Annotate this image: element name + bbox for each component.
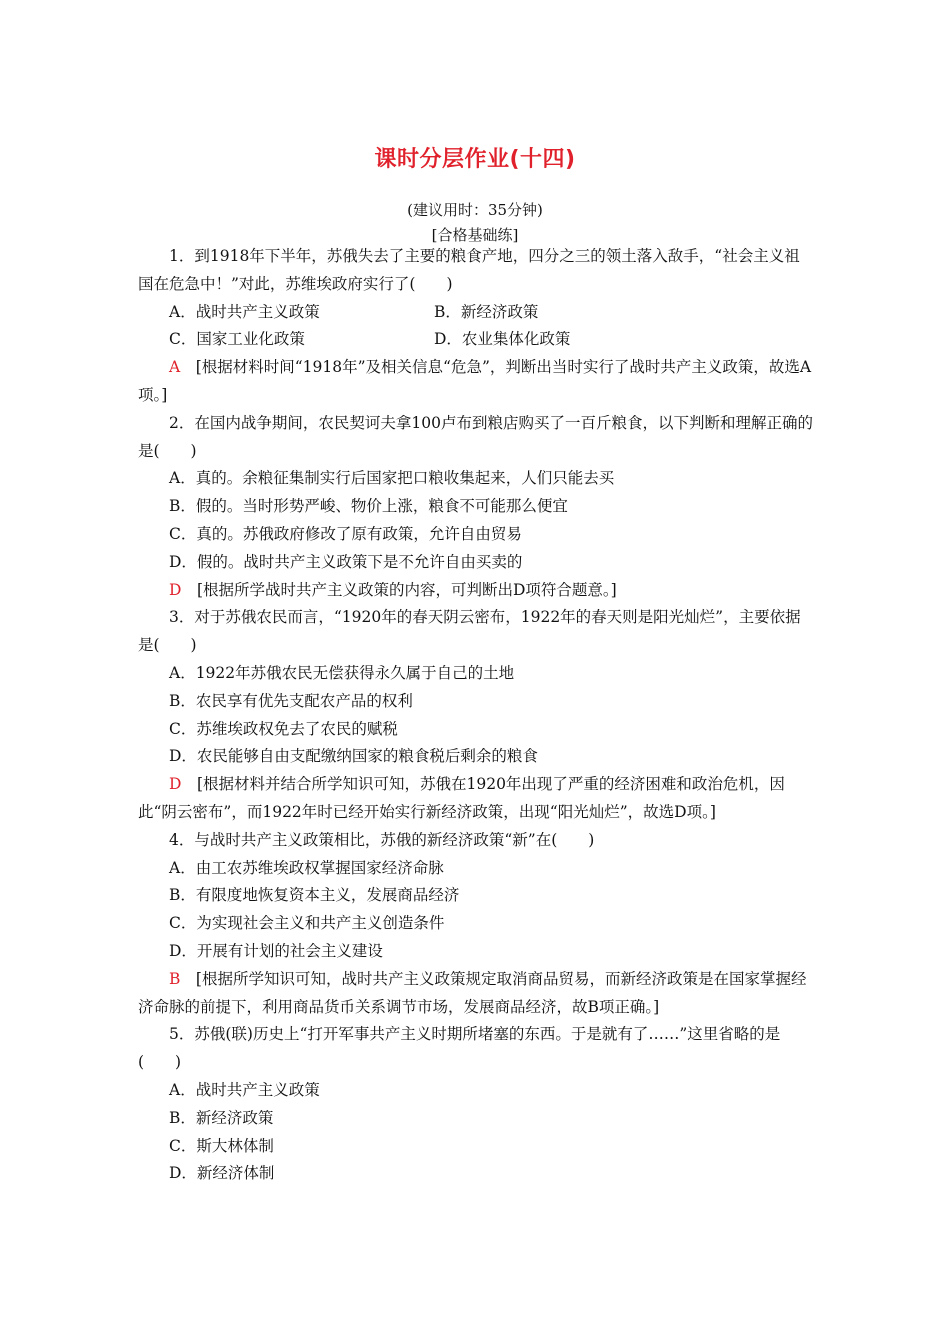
explanation-text: [根据材料并结合所学知识可知，苏俄在1920年出现了严重的经济困难和政治危机，因此“阴云密布”，而1922年时已经开始实行新经济政策，出现“阳光灿烂”，故选D项。] bbox=[138, 775, 785, 821]
question-2 bbox=[138, 410, 814, 605]
question-1 bbox=[138, 243, 814, 410]
option-c: C．为实现社会主义和共产主义创造条件 bbox=[169, 914, 445, 933]
question-list bbox=[138, 243, 814, 1188]
page-title: 课时分层作业(十四) bbox=[374, 147, 576, 172]
question-stem: 3．对于苏俄农民而言，“1920年的春天阴云密布，1922年的春天则是阳光灿烂”，主要依据是( ) bbox=[138, 608, 801, 655]
answer-letter: B bbox=[169, 969, 181, 988]
option-c: C．苏维埃政权免去了农民的赋税 bbox=[169, 719, 398, 738]
option-d: D．新经济体制 bbox=[169, 1164, 275, 1183]
question-3 bbox=[138, 604, 814, 826]
question-4 bbox=[138, 827, 814, 1022]
answer-letter: D bbox=[169, 580, 182, 599]
option-b: B．假的。当时形势严峻、物价上涨，粮食不可能那么便宜 bbox=[169, 497, 568, 516]
option-b: B．新经济政策 bbox=[434, 302, 539, 321]
answer-letter: A bbox=[169, 358, 181, 377]
option-d: D．假的。战时共产主义政策下是不允许自由买卖的 bbox=[169, 552, 523, 571]
option-a: A．战时共产主义政策 bbox=[169, 1080, 320, 1099]
section-heading: [合格基础练] bbox=[431, 226, 519, 244]
option-d: D．开展有计划的社会主义建设 bbox=[169, 941, 383, 960]
answer-explanation bbox=[138, 771, 814, 827]
option-b: B．有限度地恢复资本主义，发展商品经济 bbox=[169, 886, 460, 905]
answer-letter: D bbox=[169, 775, 182, 794]
option-c: C．斯大林体制 bbox=[169, 1136, 274, 1155]
question-stem: 1．到1918年下半年，苏俄失去了主要的粮食产地，四分之三的领土落入敌手，“社会主义祖国在危急中！”对此，苏维埃政府实行了( ) bbox=[138, 247, 800, 293]
answer-explanation bbox=[138, 966, 814, 1022]
option-d: D．农业集体化政策 bbox=[434, 330, 571, 349]
question-stem: 5．苏俄(联)历史上“打开军事共产主义时期所堵塞的东西。于是就有了……”这里省略的是( ) bbox=[138, 1025, 781, 1072]
options-row bbox=[138, 326, 814, 354]
option-a: A．战时共产主义政策 bbox=[169, 302, 320, 321]
explanation-text: [根据所学战时共产主义政策的内容，可判断出D项符合题意。] bbox=[181, 580, 617, 599]
option-a: A．1922年苏俄农民无偿获得永久属于自己的土地 bbox=[169, 663, 515, 682]
answer-explanation bbox=[138, 354, 814, 410]
suggested-time: (建议用时：35分钟) bbox=[407, 201, 543, 219]
explanation-text: [根据所学知识可知，战时共产主义政策规定取消商品贸易，而新经济政策是在国家掌握经济命脉的前提下，利用商品货币关系调节市场，发展商品经济，故B项正确。] bbox=[138, 969, 807, 1016]
answer-explanation bbox=[138, 577, 814, 605]
question-5 bbox=[138, 1021, 814, 1188]
option-a: A．真的。余粮征集制实行后国家把口粮收集起来，人们只能去买 bbox=[169, 469, 615, 488]
explanation-text: [根据材料时间“1918年”及相关信息“危急”，判断出当时实行了战时共产主义政策，故选A项。] bbox=[138, 358, 812, 404]
option-d: D．农民能够自由支配缴纳国家的粮食税后剩余的粮食 bbox=[169, 747, 538, 766]
question-stem: 2．在国内战争期间，农民契诃夫拿100卢布到粮店购买了一百斤粮食，以下判断和理解正确的是( ) bbox=[138, 413, 813, 460]
option-a: A．由工农苏维埃政权掌握国家经济命脉 bbox=[169, 858, 444, 877]
option-c: C．国家工业化政策 bbox=[169, 330, 305, 349]
options-row bbox=[138, 299, 814, 327]
option-b: B．新经济政策 bbox=[169, 1108, 274, 1127]
option-b: B．农民享有优先支配农产品的权利 bbox=[169, 691, 413, 710]
question-stem: 4．与战时共产主义政策相比，苏俄的新经济政策“新”在( ) bbox=[169, 830, 595, 849]
option-c: C．真的。苏俄政府修改了原有政策，允许自由贸易 bbox=[169, 524, 522, 543]
